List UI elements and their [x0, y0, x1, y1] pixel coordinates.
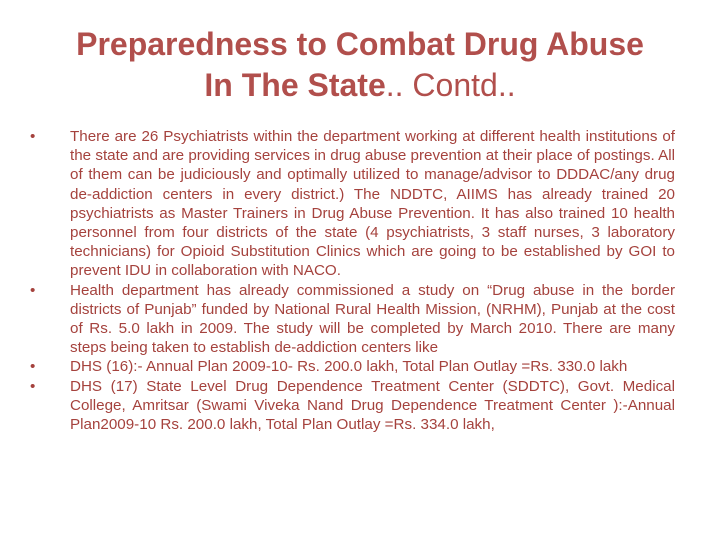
bullet-icon: • — [30, 281, 36, 299]
bullet-icon: • — [30, 358, 36, 376]
list-item-text: Health department has already commissioned a study on “Drug abuse in the border districts of Punjab” funded by National Rural Health Mission, (NRHM), Punjab at the cost of Rs. 5.0 lakh in 2009. The study will be completed by March 2010. There are many steps being taken to establish de-addiction centers like — [70, 281, 675, 357]
title-line-2-bold: In The State — [204, 67, 386, 103]
list-item-text: There are 26 Psychiatrists within the department working at different health institutions of the state and are providing services in drug abuse prevention at their place of postings. All of them can be judiciously and optimally utilized to manage/advisor to DDDAC/any drug de-addiction centers in every district.) The NDDTC, AIIMS has already trained 20 psychiatrists as Master Trainers in Drug Abuse Prevention. It has also trained 10 health personnel from four districts of the state (4 psychiatrists, 3 staff nurses, 3 laboratory technicians) for Opioid Substitution Clinics which are going to be established by GOI to prevent IDU in collaboration with NACO. — [70, 128, 675, 280]
list-item — [30, 281, 675, 358]
list-item — [30, 127, 675, 281]
list-item — [30, 357, 675, 376]
title-line-2 — [40, 65, 680, 106]
list-item — [30, 377, 675, 435]
slide-title — [40, 24, 680, 106]
list-item-text: DHS (16):- Annual Plan 2009-10- Rs. 200.0 lakh, Total Plan Outlay =Rs. 330.0 lakh — [70, 358, 628, 376]
bullet-icon: • — [30, 377, 36, 395]
list-item-text: DHS (17) State Level Drug Dependence Treatment Center (SDDTC), Govt. Medical College, Amritsar (Swami Viveka Nand Drug Dependence Treatment Center ):-Annual Plan2009-10 Rs. 200.0 lakh, Total Plan Outlay =Rs. 334.0 lakh, — [70, 377, 675, 434]
bullet-icon: • — [30, 128, 36, 145]
title-line-1: Preparedness to Combat Drug Abuse — [76, 26, 644, 62]
title-line-2-suffix: .. Contd.. — [385, 67, 516, 103]
bullet-list — [30, 127, 675, 434]
